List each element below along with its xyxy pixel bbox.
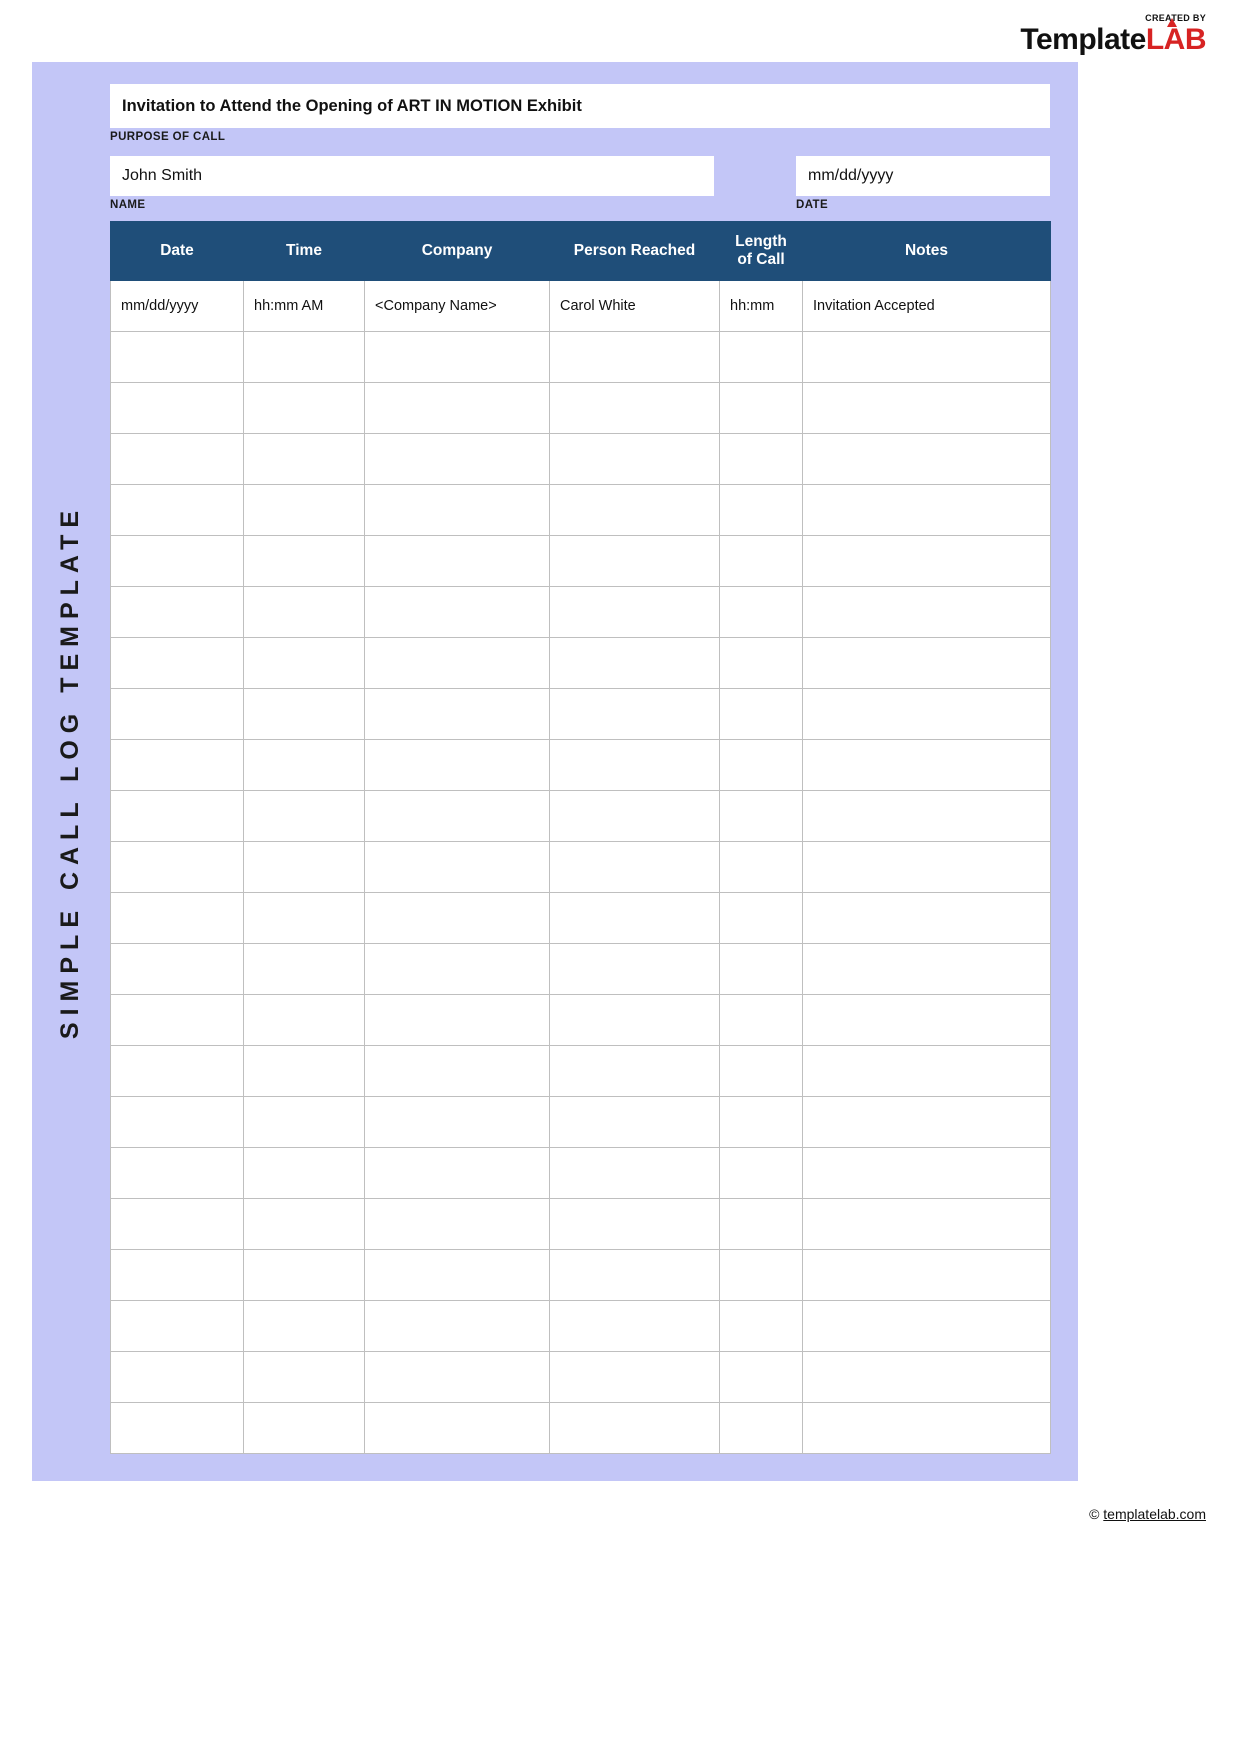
cell-company[interactable] (365, 536, 550, 587)
brand-logo (1020, 14, 1206, 55)
cell-time[interactable] (244, 1352, 365, 1403)
cell-date[interactable] (111, 485, 244, 536)
cell-company[interactable]: <Company Name> (365, 281, 550, 332)
cell-date[interactable] (111, 995, 244, 1046)
table-row (111, 791, 1051, 842)
cell-notes[interactable] (803, 1301, 1051, 1352)
table-row (111, 1250, 1051, 1301)
cell-date[interactable] (111, 1250, 244, 1301)
cell-person-reached[interactable] (550, 689, 720, 740)
cell-notes[interactable] (803, 893, 1051, 944)
cell-date[interactable] (111, 638, 244, 689)
field-spacer (714, 156, 796, 196)
cell-company[interactable] (365, 1250, 550, 1301)
cell-length-of-call[interactable] (720, 1352, 803, 1403)
cell-person-reached[interactable] (550, 587, 720, 638)
cell-notes[interactable] (803, 485, 1051, 536)
table-row (111, 995, 1051, 1046)
length-of-call-line2: of Call (737, 251, 785, 268)
cell-date[interactable] (111, 332, 244, 383)
cell-person-reached[interactable] (550, 1403, 720, 1454)
call-log-table (110, 221, 1051, 1454)
cell-notes[interactable] (803, 638, 1051, 689)
cell-company[interactable] (365, 893, 550, 944)
cell-company[interactable] (365, 1097, 550, 1148)
brand-wordmark (1020, 25, 1206, 55)
cell-company[interactable] (365, 434, 550, 485)
cell-date[interactable] (111, 1403, 244, 1454)
cell-company[interactable] (365, 383, 550, 434)
cell-date[interactable] (111, 1352, 244, 1403)
cell-date[interactable] (111, 434, 244, 485)
cell-length-of-call[interactable] (720, 638, 803, 689)
column-header-date: Date (111, 222, 244, 281)
cell-person-reached[interactable] (550, 1148, 720, 1199)
cell-date[interactable] (111, 1199, 244, 1250)
cell-length-of-call[interactable] (720, 893, 803, 944)
cell-person-reached[interactable] (550, 791, 720, 842)
cell-time[interactable] (244, 944, 365, 995)
table-row (111, 1046, 1051, 1097)
length-of-call-line1: Length (735, 233, 787, 251)
cell-person-reached[interactable] (550, 536, 720, 587)
cell-time[interactable] (244, 1199, 365, 1250)
table-row (111, 332, 1051, 383)
name-value: John Smith (122, 167, 203, 184)
cell-length-of-call[interactable] (720, 740, 803, 791)
cell-notes[interactable] (803, 1250, 1051, 1301)
cell-person-reached[interactable] (550, 485, 720, 536)
brand-name-primary: Template (1020, 23, 1146, 56)
table-header-row (111, 222, 1051, 281)
cell-company[interactable] (365, 1403, 550, 1454)
cell-time[interactable] (244, 332, 365, 383)
cell-person-reached[interactable]: Carol White (550, 281, 720, 332)
cell-notes[interactable] (803, 689, 1051, 740)
cell-date[interactable] (111, 791, 244, 842)
cell-time[interactable] (244, 587, 365, 638)
cell-notes[interactable] (803, 1097, 1051, 1148)
name-date-caption-row (110, 196, 1050, 211)
cell-length-of-call[interactable] (720, 995, 803, 1046)
cell-person-reached[interactable] (550, 1097, 720, 1148)
cell-length-of-call[interactable] (720, 485, 803, 536)
cell-time[interactable] (244, 893, 365, 944)
cell-person-reached[interactable] (550, 1250, 720, 1301)
table-row (111, 1352, 1051, 1403)
cell-notes[interactable] (803, 1199, 1051, 1250)
cell-length-of-call[interactable] (720, 383, 803, 434)
cell-length-of-call[interactable] (720, 1046, 803, 1097)
purpose-of-call-caption: PURPOSE OF CALL (110, 131, 226, 143)
cell-length-of-call[interactable]: hh:mm (720, 281, 803, 332)
cell-notes[interactable] (803, 740, 1051, 791)
cell-company[interactable] (365, 791, 550, 842)
cell-time[interactable] (244, 485, 365, 536)
date-caption: DATE (796, 199, 829, 211)
cell-time[interactable] (244, 383, 365, 434)
cell-length-of-call[interactable] (720, 536, 803, 587)
cell-company[interactable] (365, 1301, 550, 1352)
table-row (111, 434, 1051, 485)
cell-date[interactable]: mm/dd/yyyy (111, 281, 244, 332)
cell-notes[interactable] (803, 842, 1051, 893)
cell-length-of-call[interactable] (720, 434, 803, 485)
table-row (111, 1403, 1051, 1454)
table-row (111, 740, 1051, 791)
table-row (111, 689, 1051, 740)
form-content (110, 84, 1050, 1454)
cell-length-of-call[interactable] (720, 842, 803, 893)
cell-length-of-call[interactable] (720, 1301, 803, 1352)
sidebar-title (32, 62, 110, 1481)
brand-created-by: CREATED BY (1145, 13, 1206, 23)
cell-company[interactable] (365, 485, 550, 536)
cell-notes[interactable] (803, 1046, 1051, 1097)
cell-company[interactable] (365, 944, 550, 995)
cell-date[interactable] (111, 893, 244, 944)
cell-length-of-call[interactable] (720, 1403, 803, 1454)
cell-notes[interactable] (803, 536, 1051, 587)
table-row (111, 485, 1051, 536)
table-row (111, 587, 1051, 638)
cell-notes[interactable] (803, 791, 1051, 842)
purpose-of-call-field[interactable] (110, 84, 1050, 128)
cell-notes[interactable] (803, 1403, 1051, 1454)
date-value: mm/dd/yyyy (808, 167, 894, 184)
cell-person-reached[interactable] (550, 1352, 720, 1403)
cell-time[interactable] (244, 1301, 365, 1352)
cell-notes[interactable] (803, 1148, 1051, 1199)
triangle-logo-icon (1167, 18, 1177, 27)
table-row (111, 893, 1051, 944)
name-caption: NAME (110, 199, 146, 211)
cell-notes[interactable] (803, 995, 1051, 1046)
cell-time[interactable]: hh:mm AM (244, 281, 365, 332)
cell-person-reached[interactable] (550, 1301, 720, 1352)
cell-time[interactable] (244, 791, 365, 842)
cell-date[interactable] (111, 1148, 244, 1199)
cell-date[interactable] (111, 689, 244, 740)
cell-person-reached[interactable] (550, 740, 720, 791)
cell-time[interactable] (244, 689, 365, 740)
cell-length-of-call[interactable] (720, 332, 803, 383)
table-row (111, 536, 1051, 587)
cell-length-of-call[interactable] (720, 1148, 803, 1199)
cell-company[interactable] (365, 587, 550, 638)
name-date-row (110, 156, 1050, 196)
cell-company[interactable] (365, 1148, 550, 1199)
column-header-person-reached: Person Reached (550, 222, 720, 281)
column-header-time: Time (244, 222, 365, 281)
cell-date[interactable] (111, 1097, 244, 1148)
cell-person-reached[interactable] (550, 638, 720, 689)
cell-notes[interactable] (803, 1352, 1051, 1403)
cell-time[interactable] (244, 434, 365, 485)
table-row (111, 1301, 1051, 1352)
cell-date[interactable] (111, 842, 244, 893)
table-row (111, 1097, 1051, 1148)
cell-time[interactable] (244, 1148, 365, 1199)
cell-date[interactable] (111, 740, 244, 791)
cell-time[interactable] (244, 1097, 365, 1148)
cell-person-reached[interactable] (550, 1199, 720, 1250)
cell-time[interactable] (244, 995, 365, 1046)
cell-date[interactable] (111, 944, 244, 995)
cell-length-of-call[interactable] (720, 1199, 803, 1250)
table-row (111, 281, 1051, 332)
column-header-company: Company (365, 222, 550, 281)
cell-company[interactable] (365, 332, 550, 383)
cell-notes[interactable]: Invitation Accepted (803, 281, 1051, 332)
cell-company[interactable] (365, 995, 550, 1046)
cell-length-of-call[interactable] (720, 791, 803, 842)
cell-person-reached[interactable] (550, 995, 720, 1046)
cell-length-of-call[interactable] (720, 944, 803, 995)
cell-company[interactable] (365, 842, 550, 893)
cell-company[interactable] (365, 1352, 550, 1403)
cell-company[interactable] (365, 1046, 550, 1097)
cell-date[interactable] (111, 1301, 244, 1352)
cell-notes[interactable] (803, 944, 1051, 995)
cell-time[interactable] (244, 740, 365, 791)
call-log-body (111, 281, 1051, 1454)
cell-time[interactable] (244, 638, 365, 689)
column-header-length-of-call (720, 222, 803, 281)
caption-spacer (714, 196, 796, 211)
cell-company[interactable] (365, 740, 550, 791)
cell-person-reached[interactable] (550, 944, 720, 995)
cell-person-reached[interactable] (550, 842, 720, 893)
cell-company[interactable] (365, 689, 550, 740)
brand-name-accent: LAB (1145, 23, 1206, 56)
cell-person-reached[interactable] (550, 332, 720, 383)
cell-company[interactable] (365, 1199, 550, 1250)
cell-person-reached[interactable] (550, 434, 720, 485)
name-field[interactable] (110, 156, 714, 196)
cell-length-of-call[interactable] (720, 1250, 803, 1301)
cell-date[interactable] (111, 1046, 244, 1097)
cell-date[interactable] (111, 383, 244, 434)
cell-notes[interactable] (803, 434, 1051, 485)
cell-notes[interactable] (803, 332, 1051, 383)
table-row (111, 944, 1051, 995)
table-row (111, 383, 1051, 434)
cell-time[interactable] (244, 536, 365, 587)
table-row (111, 1148, 1051, 1199)
copyright-symbol: © (1089, 1506, 1100, 1522)
cell-person-reached[interactable] (550, 893, 720, 944)
table-row (111, 638, 1051, 689)
cell-time[interactable] (244, 1250, 365, 1301)
cell-date[interactable] (111, 536, 244, 587)
cell-length-of-call[interactable] (720, 587, 803, 638)
column-header-notes: Notes (803, 222, 1051, 281)
footer (1089, 1506, 1206, 1522)
cell-person-reached[interactable] (550, 383, 720, 434)
document-sheet (32, 62, 1078, 1481)
table-row (111, 1199, 1051, 1250)
cell-person-reached[interactable] (550, 1046, 720, 1097)
cell-notes[interactable] (803, 383, 1051, 434)
cell-time[interactable] (244, 842, 365, 893)
date-field[interactable] (796, 156, 1050, 196)
footer-link[interactable]: templatelab.com (1103, 1506, 1206, 1522)
cell-length-of-call[interactable] (720, 1097, 803, 1148)
cell-company[interactable] (365, 638, 550, 689)
cell-date[interactable] (111, 587, 244, 638)
cell-time[interactable] (244, 1403, 365, 1454)
table-row (111, 842, 1051, 893)
cell-notes[interactable] (803, 587, 1051, 638)
cell-length-of-call[interactable] (720, 689, 803, 740)
cell-time[interactable] (244, 1046, 365, 1097)
sidebar-title-text: SIMPLE CALL LOG TEMPLATE (56, 503, 85, 1040)
purpose-of-call-value: Invitation to Attend the Opening of ART IN MOTION Exhibit (122, 96, 582, 115)
